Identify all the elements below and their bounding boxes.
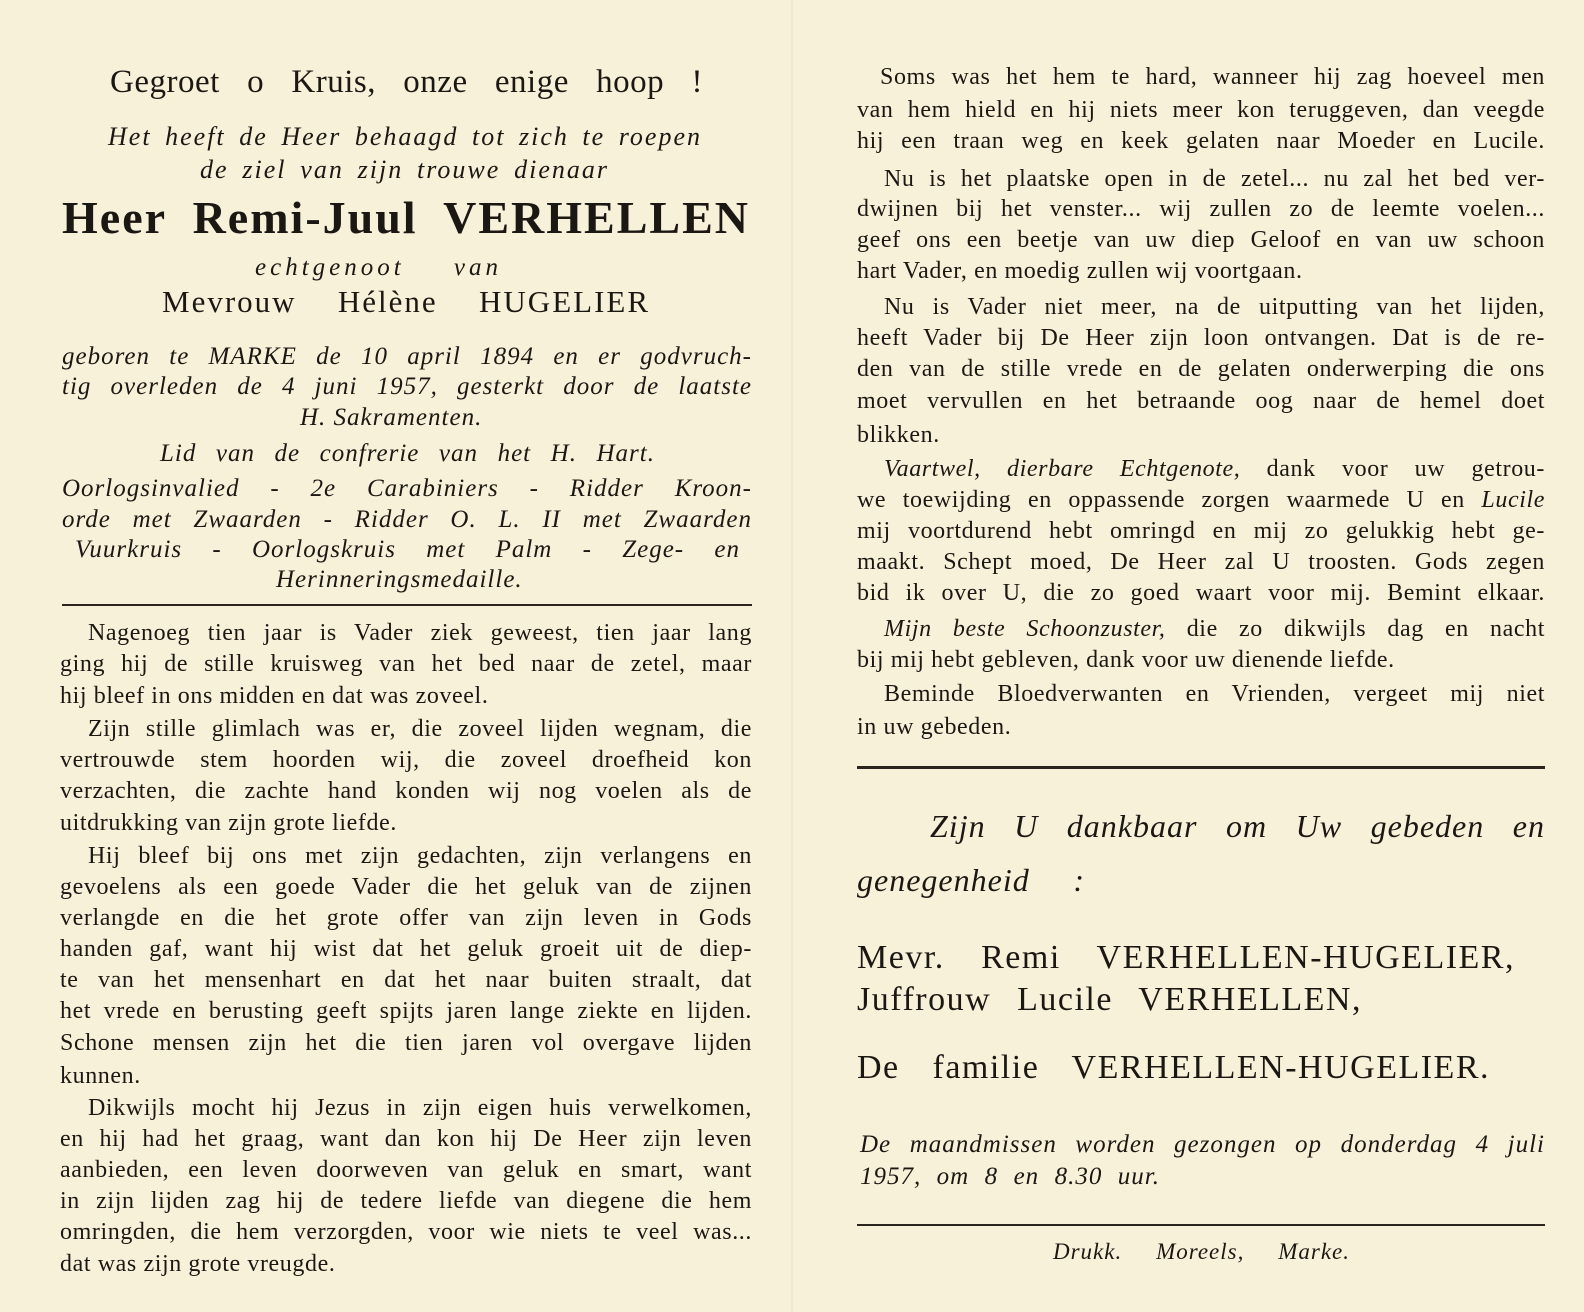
honours-line: Oorlogsinvalied - 2e Carabiniers - Ridder Kroon- <box>62 475 752 502</box>
thanks-line: genegenheid : <box>857 862 1085 898</box>
spouse-name: Mevrouw Hélène HUGELIER <box>162 284 650 319</box>
family-line: De familie VERHELLEN-HUGELIER. <box>857 1049 1490 1086</box>
body-line: omringden, die hem verzorgden, voor wie niets te veel was... <box>60 1219 752 1245</box>
body-text: die zo dikwijls dag en nacht <box>1165 616 1545 642</box>
birth-death-line: geboren te MARKE de 10 april 1894 en er godvruch- <box>62 343 752 370</box>
body-line <box>884 454 1545 485</box>
honours-line: Vuurkruis - Oorlogskruis met Palm - Zege- en <box>75 536 740 563</box>
body-line: Nagenoeg tien jaar is Vader ziek geweest, tien jaar lang <box>88 620 752 646</box>
family-line: Juffrouw Lucile VERHELLEN, <box>857 981 1362 1018</box>
body-line: Soms was het hem te hard, wanneer hij zag hoeveel men <box>880 64 1545 90</box>
body-line: aanbieden, een leven doorweven van geluk en smart, want <box>60 1157 752 1183</box>
intro-line: Het heeft de Heer behaagd tot zich te roepen <box>108 122 702 151</box>
honours-line: Herinneringsmedaille. <box>276 566 523 593</box>
body-line: te van het mensenhart en dat het naar buiten straalt, dat <box>60 967 752 993</box>
body-line: hij bleef in ons midden en dat was zoveel. <box>60 683 489 709</box>
body-line: en hij had het graag, want dan kon hij De Heer zijn leven <box>60 1126 752 1152</box>
body-line: moet vervullen en het betraande oog naar de hemel doet <box>857 388 1545 414</box>
body-text: dank voor uw getrou- <box>1240 456 1545 482</box>
body-line: gevoelens als een goede Vader die het geluk van de zijnen <box>60 874 752 900</box>
body-line: verlangde en die het grote offer van zijn leven in Gods <box>60 905 752 931</box>
section-divider <box>857 766 1545 769</box>
card-fold <box>791 0 793 1312</box>
body-line: dwijnen bij het venster... wij zullen zo de leemte voelen... <box>857 196 1545 222</box>
name-emphasis: Lucile <box>1481 487 1545 513</box>
deceased-name: Heer Remi-Juul VERHELLEN <box>62 192 750 243</box>
honours-line: orde met Zwaarden - Ridder O. L. II met Zwaarden <box>62 506 752 533</box>
body-line: geef ons een beetje van uw diep Geloof en van uw schoon <box>857 227 1545 253</box>
body-line: in zijn lijden zag hij de tedere liefde van diegene die hem <box>60 1188 752 1214</box>
body-line: bij mij hebt gebleven, dank voor uw dienende liefde. <box>857 647 1395 673</box>
body-line: kunnen. <box>60 1063 141 1089</box>
body-line: verzachten, die zachte hand konden wij nog voelen als de <box>60 778 752 804</box>
body-line: Nu is Vader niet meer, na de uitputting van het lijden, <box>884 294 1545 320</box>
masses-notice: 1957, om 8 en 8.30 uur. <box>860 1163 1160 1190</box>
body-line: bid ik over U, die zo goed waart voor mij. Bemint elkaar. <box>857 580 1545 606</box>
body-line: in uw gebeden. <box>857 714 1012 740</box>
body-line: heeft Vader bij De Heer zijn loon ontvangen. Dat is de re- <box>857 325 1545 351</box>
farewell-address: Mijn beste Schoonzuster, <box>884 616 1166 642</box>
body-line: uitdrukking van zijn grote liefde. <box>60 810 397 836</box>
body-line: het vrede en berusting geeft spijts jaren lange ziekte en lijden. <box>60 998 752 1024</box>
body-line: den van de stille vrede en de gelaten onderwerping die ons <box>857 356 1545 382</box>
body-line: hij een traan weg en keek gelaten naar Moeder en Lucile. <box>857 128 1545 154</box>
body-line: Hij bleef bij ons met zijn gedachten, zijn verlangens en <box>88 843 752 869</box>
body-line: hart Vader, en moedig zullen wij voortgaan. <box>857 258 1303 284</box>
family-line: Mevr. Remi VERHELLEN-HUGELIER, <box>857 939 1515 976</box>
body-line: Nu is het plaatske open in de zetel... nu zal het bed ver- <box>884 166 1545 192</box>
body-line: mij voortdurend hebt omringd en mij zo gelukkig hebt ge- <box>857 518 1545 544</box>
salutation: Gegroet o Kruis, onze enige hoop ! <box>110 64 703 100</box>
spouse-label: echtgenoot van <box>255 254 502 281</box>
body-text: we toewijding en oppassende zorgen waarmede U en <box>857 487 1482 513</box>
body-line: van hem hield en hij niets meer kon teruggeven, dan veegde <box>857 97 1545 123</box>
body-line <box>884 614 1545 645</box>
body-line: vertrouwde stem hoorden wij, die zoveel droefheid kon <box>60 747 752 773</box>
body-line: Beminde Bloedverwanten en Vrienden, vergeet mij niet <box>884 681 1545 707</box>
masses-notice: De maandmissen worden gezongen op donderdag 4 juli <box>860 1131 1545 1158</box>
body-line: ging hij de stille kruisweg van het bed naar de zetel, maar <box>60 651 752 677</box>
section-divider <box>857 1224 1545 1226</box>
body-line: Schone mensen zijn het die tien jaren vol overgave lijden <box>60 1030 752 1056</box>
body-line: handen gaf, want hij wist dat het geluk groeit uit de diep- <box>60 936 752 962</box>
birth-death-line: H. Sakramenten. <box>300 404 483 431</box>
body-line: blikken. <box>857 422 940 448</box>
intro-line: de ziel van zijn trouwe dienaar <box>200 155 609 184</box>
body-line <box>857 485 1545 516</box>
body-line: Zijn stille glimlach was er, die zoveel lijden wegnam, die <box>88 716 752 742</box>
body-line: maakt. Schept moed, De Heer zal U troosten. Gods zegen <box>857 549 1545 575</box>
body-line: dat was zijn grote vreugde. <box>60 1251 336 1277</box>
thanks-line: Zijn U dankbaar om Uw gebeden en <box>930 808 1545 844</box>
body-line: Dikwijls mocht hij Jezus in zijn eigen huis verwelkomen, <box>88 1095 752 1121</box>
printer-credit: Drukk. Moreels, Marke. <box>1053 1239 1350 1264</box>
birth-death-line: tig overleden de 4 juni 1957, gesterkt door de laatste <box>62 373 752 400</box>
farewell-address: Vaartwel, dierbare Echtgenote, <box>884 456 1241 482</box>
membership: Lid van de confrerie van het H. Hart. <box>160 440 655 467</box>
section-divider <box>62 604 752 606</box>
